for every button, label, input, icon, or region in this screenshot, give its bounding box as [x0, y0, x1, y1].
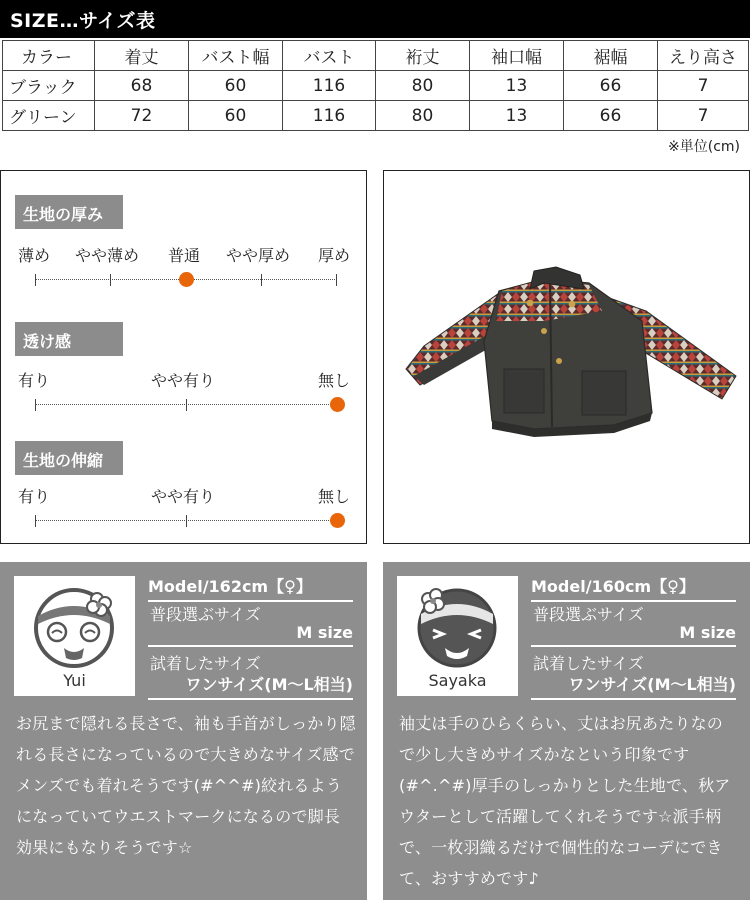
table-cell: 116 [283, 71, 376, 101]
tried-size-label: 試着したサイズ [150, 654, 261, 673]
jacket-photo-icon [384, 171, 750, 544]
table-cell: 116 [283, 101, 376, 131]
table-cell: 66 [564, 101, 658, 131]
stretch-scale-track [35, 520, 337, 521]
scale-tick [186, 399, 187, 411]
table-cell: 13 [470, 71, 564, 101]
col-header-length: 着丈 [95, 41, 189, 71]
scale-label: 無し [318, 371, 351, 390]
scale-tick [336, 274, 337, 286]
table-row [3, 101, 749, 131]
tried-size-value: ワンサイズ(M〜L相当) [531, 672, 736, 700]
fabric-info-panel [0, 170, 367, 544]
col-header-hem-width: 裾幅 [564, 41, 658, 71]
scale-label: 有り [18, 371, 51, 390]
col-header-collar-height: えり高さ [658, 41, 749, 71]
model-height: Model/162cm【♀】 [148, 574, 353, 602]
transparency-label: 透け感 [15, 322, 123, 356]
table-cell: 72 [95, 101, 189, 131]
scale-label: 無し [318, 487, 351, 506]
table-cell: 66 [564, 71, 658, 101]
scale-label: 厚め [318, 246, 351, 265]
thickness-indicator-dot [179, 272, 194, 287]
scale-tick [186, 515, 187, 527]
table-cell: 80 [376, 71, 470, 101]
thickness-scale-track [35, 279, 337, 280]
usual-size-label: 普段選ぶサイズ [533, 605, 644, 624]
model-comment: 袖丈は手のひらくらい、丈はお尻あたりなので少し大きめサイズかなという印象です(#^.^#)厚手のしっかりとした生地で、秋アウターとして活躍してくれそうです☆派手柄で、一枚羽織るだけで個性的なコーデにできて、おすすめです♪ [399, 714, 731, 888]
unit-note: ※単位(cm) [668, 139, 740, 155]
col-header-bust-width: バスト幅 [189, 41, 283, 71]
thickness-label: 生地の厚み [15, 195, 123, 229]
table-cell: 68 [95, 71, 189, 101]
table-row [3, 71, 749, 101]
avatar [397, 576, 518, 696]
table-cell: 7 [658, 71, 749, 101]
usual-size-value: M size [531, 623, 736, 647]
avatar [14, 576, 135, 696]
model-name: Yui [63, 671, 86, 690]
transparency-scale-track [35, 404, 337, 405]
table-cell: 13 [470, 101, 564, 131]
model-height: Model/160cm【♀】 [531, 574, 736, 602]
table-cell: 60 [189, 71, 283, 101]
model-face-icon [397, 576, 518, 676]
stretch-label: 生地の伸縮 [15, 441, 123, 475]
scale-tick [35, 515, 36, 527]
tried-size-label: 試着したサイズ [533, 654, 644, 673]
usual-size-label: 普段選ぶサイズ [150, 605, 261, 624]
size-chart-title: SIZE…サイズ表 [0, 0, 750, 38]
stretch-indicator-dot [330, 513, 345, 528]
table-cell: 7 [658, 101, 749, 131]
scale-label: 有り [18, 487, 51, 506]
size-table [2, 40, 749, 131]
col-header-yuki: 裄丈 [376, 41, 470, 71]
scale-tick [261, 274, 262, 286]
model-name: Sayaka [428, 671, 487, 690]
transparency-indicator-dot [330, 397, 345, 412]
table-header-row [3, 41, 749, 71]
col-header-bust: バスト [283, 41, 376, 71]
model-card-yui [0, 562, 367, 900]
col-header-cuff-width: 袖口幅 [470, 41, 564, 71]
scale-label: 薄め [18, 246, 51, 265]
scale-label: やや有り [151, 487, 216, 506]
table-cell: 60 [189, 101, 283, 131]
scale-tick [35, 274, 36, 286]
usual-size-value: M size [148, 623, 353, 647]
scale-label: 普通 [168, 246, 201, 265]
col-header-color: カラー [3, 41, 95, 71]
product-image [383, 170, 750, 544]
model-face-icon [14, 576, 135, 676]
scale-tick [110, 274, 111, 286]
scale-label: やや有り [151, 371, 216, 390]
model-card-sayaka [383, 562, 750, 900]
table-cell: ブラック [3, 71, 95, 101]
model-comment: お尻まで隠れる長さで、袖も手首がしっかり隠れる長さになっているので大きめなサイズ感でメンズでも着れそうです(#^^#)絞れるようになっていてウエストマークになるので脚長効果にもなりそうです☆ [16, 714, 356, 857]
table-cell: グリーン [3, 101, 95, 131]
scale-label: やや薄め [75, 246, 140, 265]
scale-tick [35, 399, 36, 411]
scale-label: やや厚め [226, 246, 291, 265]
table-cell: 80 [376, 101, 470, 131]
tried-size-value: ワンサイズ(M〜L相当) [148, 672, 353, 700]
